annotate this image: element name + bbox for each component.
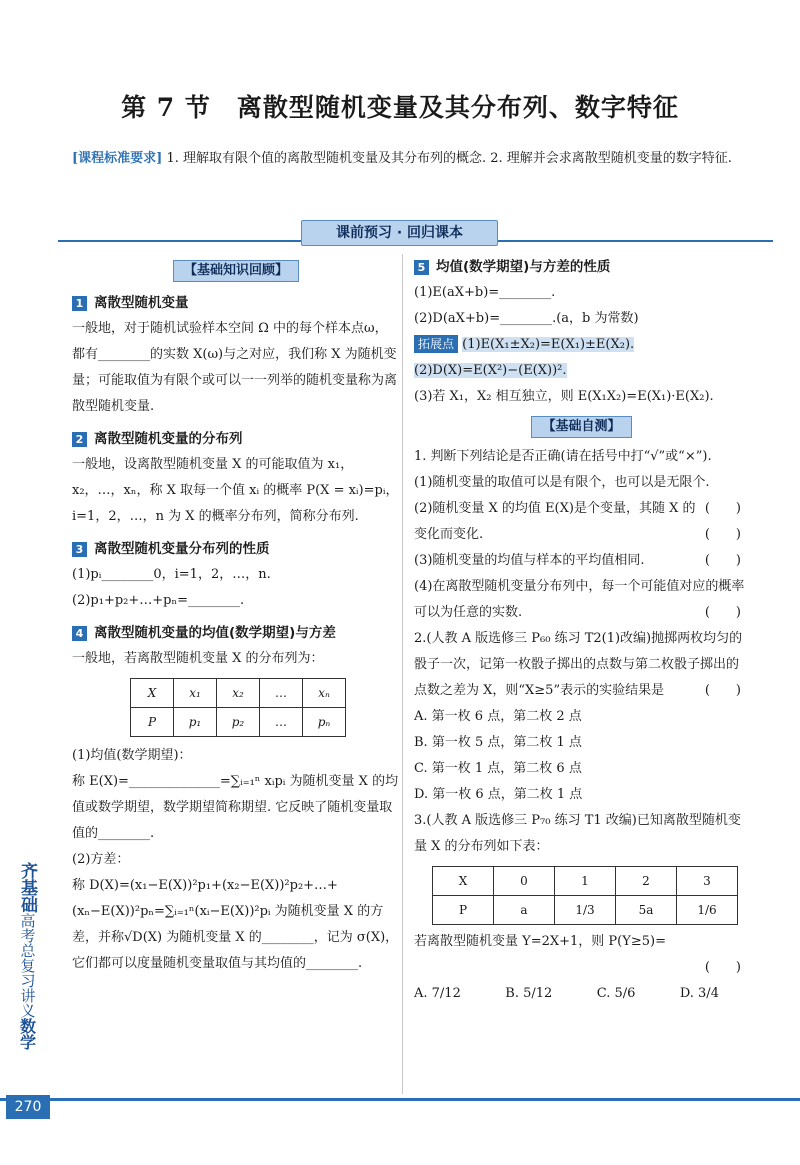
table-cell: p₁ (174, 708, 217, 737)
course-standard (72, 146, 762, 171)
right-column (414, 254, 749, 1007)
table-cell: 1 (555, 867, 616, 896)
table-cell: xₙ (303, 679, 346, 708)
section-3-line-2: (2)p₁+p₂+…+pₙ=________. (72, 593, 245, 608)
variance-text: 称 D(X)=(x₁−E(X))²p₁+(x₂−E(X))²p₂+…+(xₙ−E(X))²pₙ=∑ᵢ₌₁ⁿ(xᵢ−E(X))²pᵢ 为随机变量 X 的方差，并称√D(X) 为随机变量 X 的________，记为 σ(X)，它们都可以度量随机变量取值与其均值的________. (72, 878, 399, 971)
table-cell: 1/3 (555, 896, 616, 925)
footer-rule (0, 1098, 800, 1101)
page-title: 第 7 节 离散型随机变量及其分布列、数字特征 (121, 93, 679, 122)
left-column (72, 254, 400, 977)
table-cell: … (260, 679, 303, 708)
question-1-stem: 1. 判断下列结论是否正确(请在括号中打“√”或“×”). (414, 449, 712, 464)
option: D. 第一枚 6 点，第二枚 1 点 (414, 787, 583, 802)
option: D. 3/4 (679, 986, 719, 1001)
question-1-item: (4)在离散型随机变量分布列中，每一个可能值对应的概率可以为任意的实数. ( ) (414, 579, 745, 620)
section-5-line-1: (1)E(aX+b)=________. (414, 285, 556, 300)
section-1-heading: 1 离散型随机变量 (72, 290, 400, 316)
question-3-options (414, 981, 749, 1007)
distribution-table-q3 (432, 866, 738, 925)
section-number: 3 (72, 542, 87, 557)
extension-line-2: (2)D(X)=E(X²)−(E(X))². (414, 363, 567, 378)
section-2-heading: 2 离散型随机变量的分布列 (72, 426, 400, 452)
question-1-item: (1)随机变量的取值可以是有限个，也可以是无限个. ( ) (414, 475, 741, 516)
page-number: 270 (6, 1095, 50, 1119)
section-number: 5 (414, 260, 429, 275)
section-number: 2 (72, 432, 87, 447)
question-3-ask: 若离散型随机变量 Y=2X+1，则 P(Y≥5)= (414, 934, 666, 949)
option: C. 5/6 (596, 986, 636, 1001)
table-cell: x₂ (217, 679, 260, 708)
section-4-intro: 一般地，若离散型随机变量 X 的分布列为： (72, 651, 324, 666)
subject-name: 数学 (17, 1018, 37, 1050)
option: B. 5/12 (505, 986, 553, 1001)
section-banner: 课前预习 · 回归课本 (301, 220, 498, 246)
table-row (131, 679, 346, 708)
option: C. 第一枚 1 点，第二枚 6 点 (414, 761, 582, 776)
table-row (433, 896, 738, 925)
section-number: 4 (72, 626, 87, 641)
mean-heading: (1)均值(数学期望)： (72, 748, 192, 763)
option: B. 第一枚 5 点，第二枚 1 点 (414, 735, 582, 750)
self-test-heading: 【基础自测】 (414, 414, 749, 440)
table-cell: p₂ (217, 708, 260, 737)
table-cell: a (494, 896, 555, 925)
table-cell: 2 (616, 867, 677, 896)
standard-tag: [课程标准要求] (72, 151, 163, 166)
answer-paren: ( ) (704, 960, 741, 975)
table-cell: 0 (494, 867, 555, 896)
extension-line-3: (3)若 X₁，X₂ 相互独立，则 E(X₁X₂)=E(X₁)·E(X₂). (414, 389, 714, 404)
table-row (433, 867, 738, 896)
section-number: 1 (72, 296, 87, 311)
extension-line-1: 拓展点 (1)E(X₁±X₂)=E(X₁)±E(X₂). (414, 332, 749, 358)
option: A. 第一枚 6 点，第二枚 2 点 (414, 709, 582, 724)
table-cell: … (260, 708, 303, 737)
question-3-stem: 3.(人教 A 版选修三 P₇₀ 练习 T1 改编)已知离散型随机变量 X 的分布列如下表： (414, 813, 741, 854)
table-cell: P (433, 896, 494, 925)
knowledge-heading: 【基础知识回顾】 (72, 258, 400, 284)
option: A. 7/12 (414, 986, 461, 1001)
table-row (131, 708, 346, 737)
series-name: 高考总复习讲义 (18, 913, 37, 1018)
section-1-text: 一般地，对于随机试验样本空间 Ω 中的每个样本点ω，都有________的实数 X(ω)与之对应，我们称 X 为随机变量；可能取值为有限个或可以一一列举的随机变量称为离散型随机变量. (72, 321, 398, 414)
variance-heading: (2)方差： (72, 852, 130, 867)
section-3-heading: 3 离散型随机变量分布列的性质 (72, 536, 400, 562)
side-label (6, 862, 48, 1050)
section-5-heading: 5 均值(数学期望)与方差的性质 (414, 254, 749, 280)
column-divider (402, 254, 403, 1094)
section-3-line-1: (1)pᵢ________0，i=1，2，…，n. (72, 567, 271, 582)
section-4-heading: 4 离散型随机变量的均值(数学期望)与方差 (72, 620, 400, 646)
table-cell: 5a (616, 896, 677, 925)
question-1-item: (2)随机变量 X 的均值 E(X)是个变量，其随 X 的变化而变化. ( ) (414, 501, 741, 542)
table-cell: pₙ (303, 708, 346, 737)
section-2-text: 一般地，设离散型随机变量 X 的可能取值为 x₁，x₂，…，xₙ，称 X 取每一个值 xᵢ 的概率 P(X = xᵢ)=pᵢ，i=1，2，…，n 为 X 的概率分布列，简称分布列. (72, 457, 399, 524)
table-cell: x₁ (174, 679, 217, 708)
table-cell: 3 (677, 867, 738, 896)
question-2-stem: 2.(人教 A 版选修三 P₆₀ 练习 T2(1)改编)抛掷两枚均匀的骰子一次，记第一枚骰子掷出的点数与第二枚骰子掷出的点数之差为 X，则“X≥5”表示的实验结果是 ( ) (414, 631, 743, 698)
section-5-line-2: (2)D(aX+b)=________.(a，b 为常数) (414, 311, 639, 326)
table-cell: X (131, 679, 174, 708)
table-cell: 1/6 (677, 896, 738, 925)
standard-text: 1. 理解取有限个值的离散型随机变量及其分布列的概念. 2. 理解并会求离散型随机变量的数字特征. (166, 151, 732, 166)
question-1-item: (3)随机变量的均值与样本的平均值相同. ( ) (414, 553, 741, 568)
distribution-table (130, 678, 346, 737)
extension-label: 拓展点 (414, 335, 458, 353)
brand-logo: 齐基础 (17, 862, 37, 913)
mean-text: 称 E(X)=______________=∑ᵢ₌₁ⁿ xᵢpᵢ 为随机变量 X 的均值或数学期望，数学期望简称期望. 它反映了随机变量取值的________. (72, 774, 399, 841)
table-cell: P (131, 708, 174, 737)
table-cell: X (433, 867, 494, 896)
